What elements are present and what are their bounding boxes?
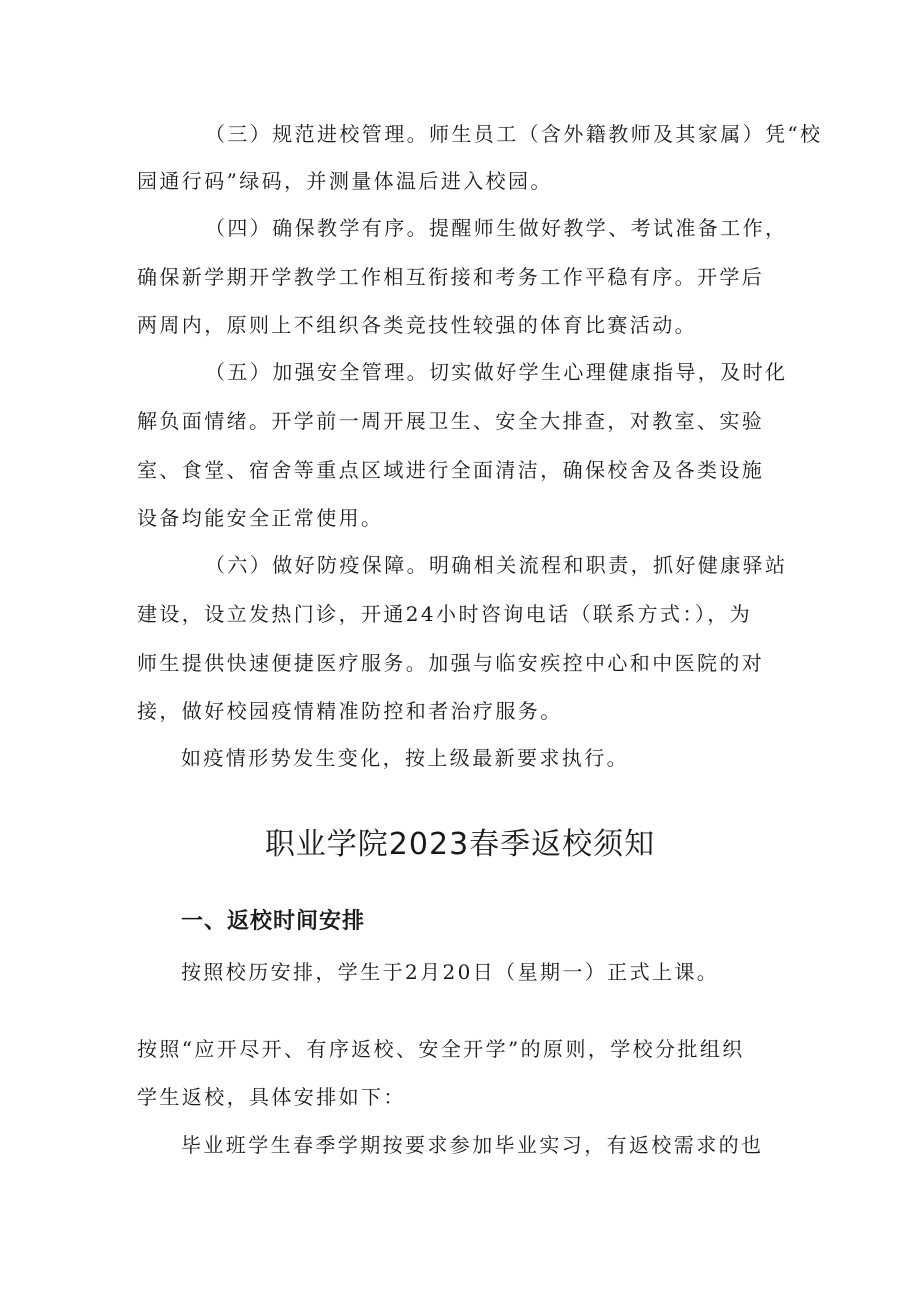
- text-line: 师生提供快速便捷医疗服务。加强与临安疾控中心和中医院的对: [137, 651, 765, 675]
- text-line: （三）规范进校管理。师生员工（含外籍教师及其家属）凭“校: [205, 122, 823, 146]
- text-line: （五）加强安全管理。切实做好学生心理健康指导，及时化: [205, 360, 788, 384]
- closing-paragraph: 如疫情形势发生变化，按上级最新要求执行。: [181, 746, 629, 770]
- text-line: 园通行码”绿码，并测量体温后进入校园。: [137, 169, 553, 193]
- text-line: 设备均能安全正常使用。: [137, 506, 384, 530]
- document-title: 职业学院2023春季返校须知: [264, 827, 656, 862]
- schedule-paragraph: 按照校历安排，学生于2月20日（星期一）正式上课。: [181, 960, 720, 984]
- text-line: 两周内，原则上不组织各类竞技性较强的体育比赛活动。: [137, 313, 697, 337]
- text-line: 建设，设立发热门诊，开通24小时咨询电话（联系方式：），为: [137, 602, 753, 626]
- text-line: （四）确保教学有序。提醒师生做好教学、考试准备工作，: [205, 216, 788, 240]
- text-line: 解负面情绪。开学前一周开展卫生、安全大排查，对教室、实验: [137, 409, 765, 433]
- graduates-paragraph: 毕业班学生春季学期按要求参加毕业实习，有返校需求的也: [181, 1133, 764, 1157]
- text-line: 室、食堂、宿舍等重点区域进行全面清洁，确保校舍及各类设施: [137, 458, 765, 482]
- section-heading: 一、返校时间安排: [181, 909, 366, 934]
- text-line: 接，做好校园疫情精准防控和者治疗服务。: [137, 699, 563, 723]
- text-line: 按照“应开尽开、有序返校、安全开学”的原则，学校分批组织: [137, 1037, 745, 1061]
- text-line: 确保新学期开学教学工作相互衔接和考务工作平稳有序。开学后: [137, 265, 765, 289]
- text-line: 学生返校，具体安排如下：: [137, 1085, 406, 1109]
- text-line: （六）做好防疫保障。明确相关流程和职责，抓好健康驿站: [205, 553, 788, 577]
